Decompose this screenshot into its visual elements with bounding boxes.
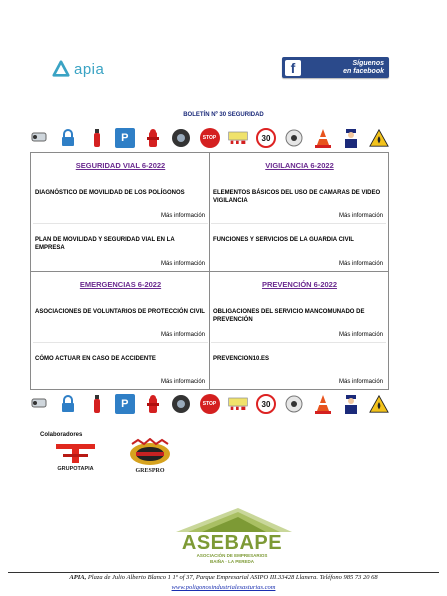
asebape-logo[interactable] (168, 506, 296, 564)
security-guard-icon (341, 394, 361, 414)
asebape-name: ASEBAPE (181, 532, 283, 554)
safety-icon-strip-top (30, 126, 389, 150)
more-info-link[interactable]: Más información (160, 261, 205, 267)
apia-triangle-icon (52, 60, 70, 78)
camera-icon (30, 128, 50, 148)
more-info-link[interactable]: Más información (338, 261, 383, 267)
speed-camera-icon (171, 128, 191, 148)
fire-warning-icon (369, 128, 389, 148)
cctv-camera-icon (284, 128, 304, 148)
padlock-icon (58, 128, 78, 148)
padlock-icon (58, 394, 78, 414)
stop-sign-icon: STOP (200, 128, 220, 148)
sections-grid (30, 152, 389, 390)
more-info-link[interactable]: Más información (160, 332, 205, 338)
collaborators-label: Colaboradores (40, 432, 83, 438)
more-info-link[interactable]: Más información (160, 379, 205, 385)
section-item[interactable]: DIAGNÓSTICO DE MOVILIDAD DE LOS POLÍGONOS (35, 190, 185, 196)
item-separator (33, 342, 208, 343)
footer-address (0, 574, 447, 581)
fire-hydrant-icon (143, 394, 163, 414)
construction-sign-icon (228, 394, 248, 414)
section-item[interactable]: ASOCIACIONES DE VOLUNTARIOS DE PROTECCIÓN CIVIL (35, 309, 205, 315)
speed-limit-30-icon: 30 (256, 394, 276, 414)
bulletin-title: BOLETÍN Nº 30 SEGURIDAD (183, 112, 264, 118)
facebook-icon: f (285, 60, 301, 76)
footer-website-link[interactable]: www.poligonosindustrialesasturias.com (171, 584, 276, 591)
section-title[interactable]: EMERGENCIAS 6-2022 (79, 280, 162, 289)
safety-icon-strip-bottom (30, 392, 389, 416)
camera-icon (30, 394, 50, 414)
more-info-link[interactable]: Más información (160, 213, 205, 219)
asebape-subtitle-2: BAIÑA · LA PEREDA (210, 559, 254, 564)
facebook-follow-button[interactable] (282, 57, 389, 78)
asebape-roof-icon (168, 506, 296, 534)
stop-sign-icon: STOP (200, 394, 220, 414)
grespro-emblem-icon (124, 438, 176, 468)
fire-extinguisher-icon (87, 394, 107, 414)
facebook-line2: en facebook (343, 67, 384, 75)
item-separator (33, 223, 208, 224)
speed-limit-30-icon: 30 (256, 128, 276, 148)
facebook-line1: Síguenos (352, 59, 384, 67)
grespro-name: GRESPRO (135, 468, 165, 474)
footer-address-text: Plaza de Julio Alberto Blanco 1 1º of 37, Parque Empresarial ASIPO III.33428 Llanera. Teléfono 985 73 20 68 (86, 574, 378, 581)
section-title[interactable]: SEGURIDAD VIAL 6-2022 (75, 161, 166, 170)
section-item[interactable]: PREVENCION10.ES (213, 356, 270, 362)
grid-divider-horizontal (31, 271, 388, 272)
fire-extinguisher-icon (87, 128, 107, 148)
asebape-subtitle-1: ASOCIACIÓN DE EMPRESARIOS (196, 553, 268, 558)
apia-logo-text: apia (74, 60, 105, 78)
section-item[interactable]: ELEMENTOS BÁSICOS DEL USO DE CAMARAS DE VIDEO VIGILANCIA (213, 190, 381, 204)
construction-sign-icon (228, 128, 248, 148)
item-separator (211, 342, 386, 343)
traffic-cone-icon (313, 394, 333, 414)
item-separator (211, 223, 386, 224)
grupo-tapia-logo[interactable] (48, 442, 103, 474)
traffic-cone-icon (313, 128, 333, 148)
speed-camera-icon (171, 394, 191, 414)
cctv-camera-icon (284, 394, 304, 414)
more-info-link[interactable]: Más información (338, 379, 383, 385)
section-title[interactable]: VIGILANCIA 6-2022 (265, 161, 334, 170)
parking-sign-icon: P (115, 128, 135, 148)
section-item[interactable]: FUNCIONES Y SERVICIOS DE LA GUARDIA CIVIL (213, 237, 354, 243)
grespro-logo[interactable] (124, 438, 176, 478)
section-item[interactable]: PLAN DE MOVILIDAD Y SEGURIDAD VIAL EN LA EMPRESA (35, 237, 175, 251)
footer-divider (8, 572, 439, 573)
more-info-link[interactable]: Más información (338, 213, 383, 219)
section-title[interactable]: PREVENCIÓN 6-2022 (261, 280, 338, 289)
security-guard-icon (341, 128, 361, 148)
section-item[interactable]: CÓMO ACTUAR EN CASO DE ACCIDENTE (35, 356, 156, 362)
apia-logo[interactable] (52, 58, 104, 80)
footer-company: APIA, (69, 574, 87, 581)
grupo-tapia-name: GRUPOTAPIA (57, 466, 94, 472)
fire-warning-icon (369, 394, 389, 414)
parking-sign-icon: P (115, 394, 135, 414)
more-info-link[interactable]: Más información (338, 332, 383, 338)
fire-hydrant-icon (143, 128, 163, 148)
section-item[interactable]: OBLIGACIONES DEL SERVICIO MANCOMUNADO DE PREVENCIÓN (213, 309, 365, 323)
